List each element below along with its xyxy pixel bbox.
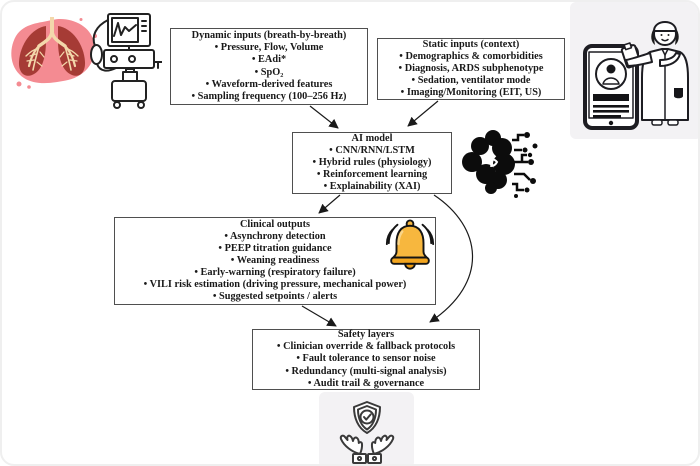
- dynamic-inputs-title: Dynamic inputs (breath-by-breath): [191, 30, 347, 42]
- safety-layers-title: Safety layers: [337, 329, 395, 341]
- dynamic-inputs-list: [171, 42, 367, 102]
- bullet-item: • CNN/RNN/LSTM: [329, 144, 415, 156]
- ai-model-title: AI model: [351, 132, 393, 144]
- bullet-item: • Hybrid rules (physiology): [312, 156, 432, 168]
- ai-model-list: [293, 145, 451, 193]
- arrow-dynamic-to-ai: [310, 106, 338, 128]
- bullet-item: • Sampling frequency (100–256 Hz): [191, 90, 347, 102]
- bullet-item: • Reinforcement learning: [316, 169, 428, 181]
- bullet-item: • Imaging/Monitoring (EIT, US): [400, 87, 542, 99]
- bullet-item: • VILI risk estimation (driving pressure, mechanical power): [143, 279, 407, 291]
- safety-layers-box: [252, 329, 480, 390]
- bullet-item: • Pressure, Flow, Volume: [214, 42, 324, 54]
- alert-bell-icon: [383, 217, 437, 275]
- safety-layers-list: [253, 341, 479, 389]
- bullet-item: • Diagnosis, ARDS subphenotype: [398, 62, 544, 74]
- arrow-ai-to-clinical: [319, 195, 340, 213]
- bullet-item: • Audit trail & governance: [307, 377, 425, 389]
- bullet-item: • Fault tolerance to sensor noise: [296, 353, 436, 365]
- bullet-item: • Sedation, ventilator mode: [411, 75, 531, 87]
- ai-brain-circuit-icon: [458, 126, 542, 200]
- bullet-item: • Redundancy (multi-signal analysis): [285, 365, 447, 377]
- lungs-icon: [6, 16, 98, 94]
- ventilator-icon: [88, 8, 162, 110]
- bullet-item: • SpO₂: [254, 66, 284, 78]
- dynamic-inputs-box: [170, 28, 368, 105]
- clinical-outputs-title: Clinical outputs: [239, 218, 311, 230]
- bullet-item: • Demographics & comorbidities: [399, 50, 543, 62]
- shield-hands-icon: [320, 392, 414, 466]
- bullet-item: • Waveform-derived features: [205, 78, 333, 90]
- clinician-tablet-illustration: [570, 2, 700, 139]
- arrow-clinical-to-safety: [302, 306, 336, 326]
- ai-model-box: [292, 132, 452, 194]
- bullet-item: • Clinician override & fallback protocols: [276, 341, 456, 353]
- bullet-item: • EAdi*: [251, 54, 287, 66]
- static-inputs-title: Static inputs (context): [422, 38, 520, 50]
- arrow-static-to-ai: [408, 101, 438, 126]
- bullet-item: • Early-warning (respiratory failure): [194, 267, 356, 279]
- bullet-item: • Asynchrony detection: [224, 230, 326, 242]
- bullet-item: • Weaning readiness: [230, 254, 320, 266]
- static-inputs-list: [378, 51, 564, 99]
- bullet-item: • Explainability (XAI): [323, 181, 421, 193]
- static-inputs-box: [377, 38, 565, 100]
- bullet-item: • PEEP titration guidance: [218, 242, 332, 254]
- bullet-item: • Suggested setpoints / alerts: [212, 291, 338, 303]
